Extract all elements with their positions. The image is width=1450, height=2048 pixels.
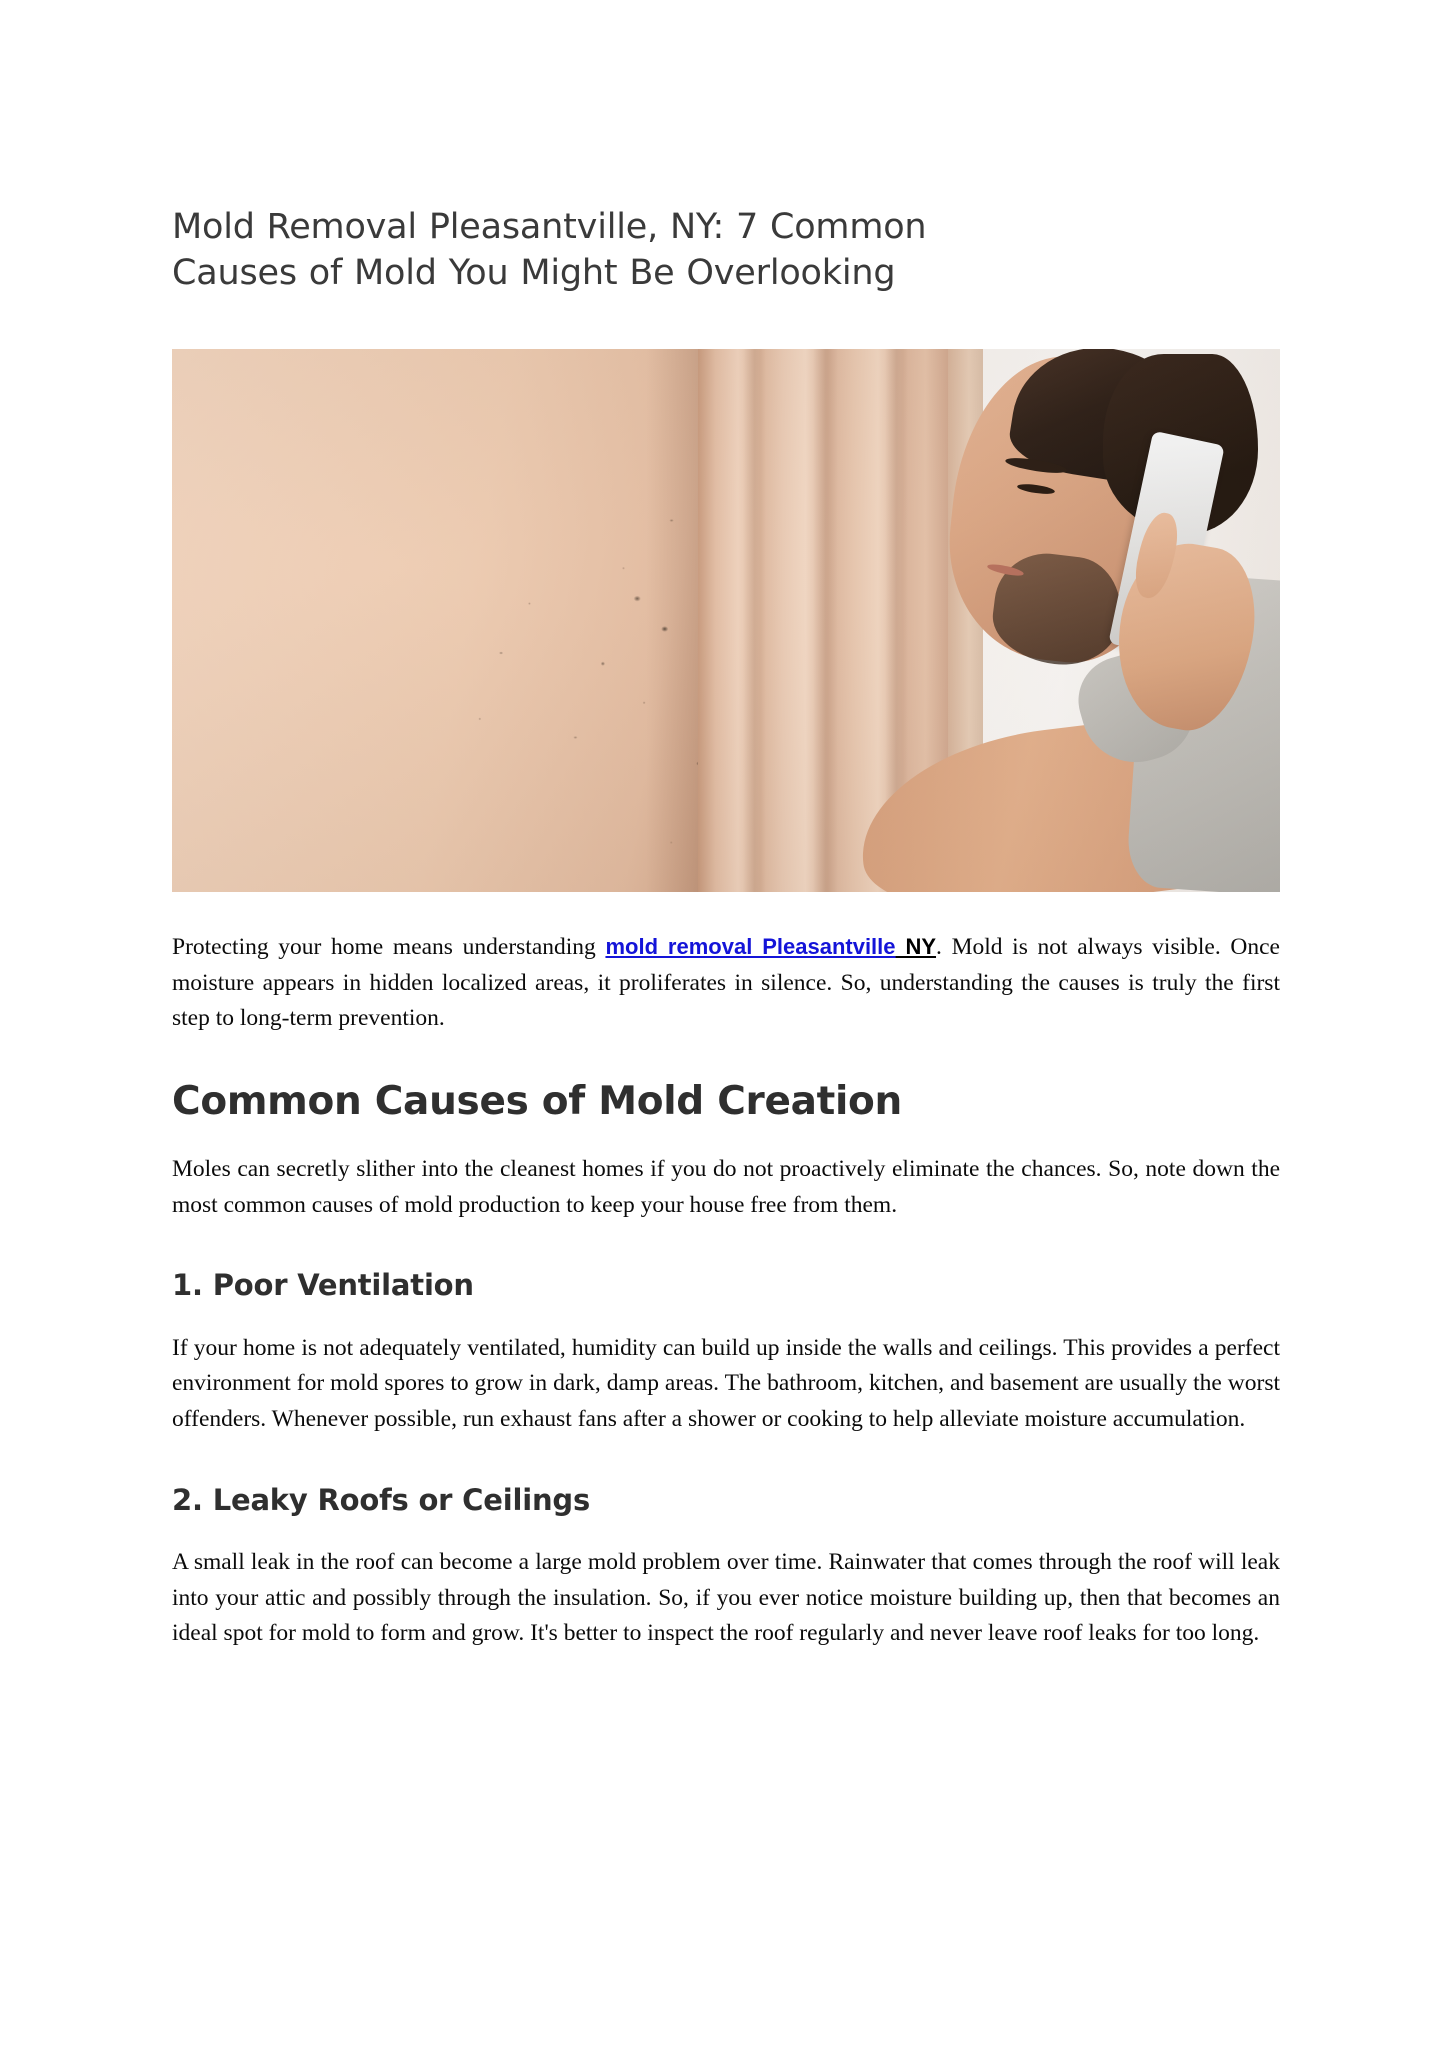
paragraph-moles: Moles can secretly slither into the cleanest homes if you do not proactively eliminate the chances. So, note down the most common causes of mold production to keep your house free from them. (172, 1155, 1280, 1218)
heading-common-causes: Common Causes of Mold Creation (172, 1079, 902, 1125)
heading-leaky-roofs: 2. Leaky Roofs or Ceilings (172, 1482, 591, 1517)
page-title (172, 0, 1280, 296)
document-content-column (172, 0, 1280, 1652)
intro-text-before-link: Protecting your home means understanding (172, 934, 606, 960)
mold-removal-link[interactable]: mold removal Pleasantville (605, 934, 896, 959)
hero-image-canvas (172, 349, 1280, 892)
intro-text-after-link: . Mold is not always visible. Once moisture appears in hidden localized areas, it proliferates in silence. So, understanding the causes is truly the first step to long-term prevention. (172, 934, 1280, 1032)
hero-image (172, 349, 1280, 892)
page-title-line-1: Mold Removal Pleasantville, NY: 7 Common (172, 207, 927, 247)
curtain-fold (743, 349, 765, 892)
curtain-fold (813, 349, 838, 892)
paragraph-leaky-roofs: A small leak in the roof can become a large mold problem over time. Rainwater that comes through the roof will leak into your attic and possibly through the insulation. So, if you ever notice moisture building up, then that becomes an ideal spot for mold to form and grow. It's better to inspect the roof regularly and never leave roof leaks for too long. (172, 1549, 1280, 1647)
paragraph-poor-ventilation: If your home is not adequately ventilated, humidity can build up inside the walls and ceilings. This provides a perfect environment for mold spores to grow in dark, damp areas. The bathroom, kitchen, and basement are usually the worst offenders. Whenever possible, run exhaust fans after a shower or cooking to help alleviate moisture accumulation. (172, 1334, 1280, 1433)
page-title-line-2: Causes of Mold You Might Be Overlooking (172, 252, 896, 293)
intro-paragraph (172, 930, 1280, 1037)
link-suffix-ny: NY (895, 934, 937, 959)
heading-poor-ventilation: 1. Poor Ventilation (172, 1268, 474, 1303)
